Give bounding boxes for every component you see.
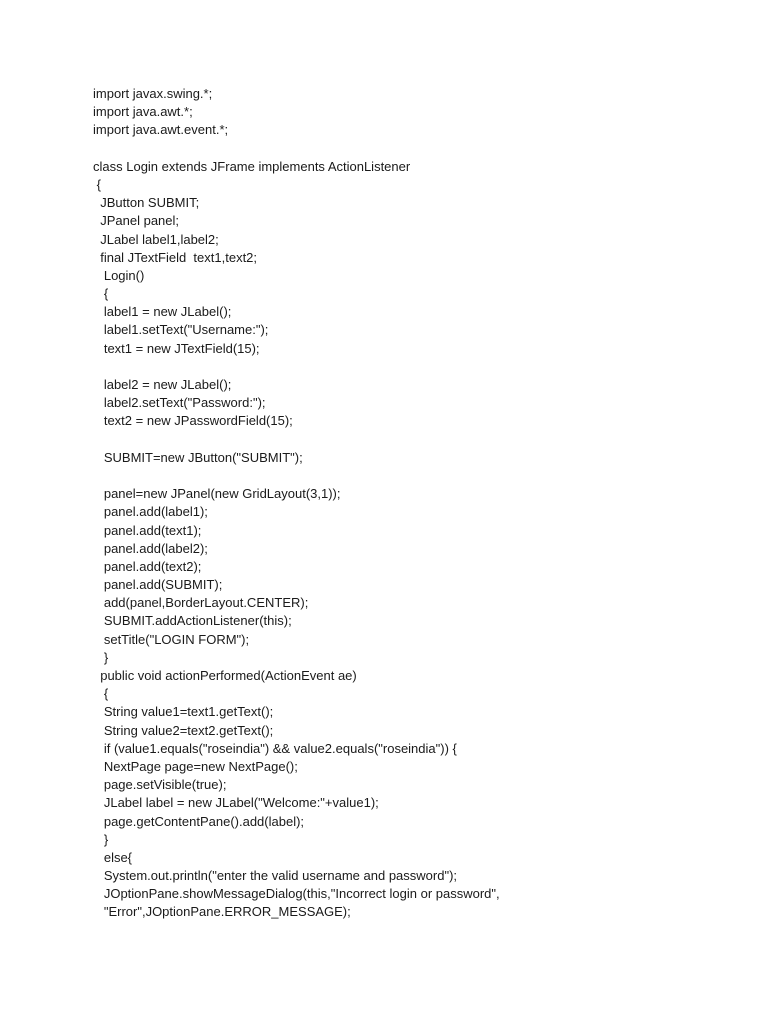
code-line: import java.awt.*; [93, 104, 193, 120]
code-line: { [93, 286, 109, 302]
code-line: page.setVisible(true); [93, 777, 227, 793]
code-line: { [93, 686, 109, 702]
code-line: label2 = new JLabel(); [93, 377, 232, 392]
code-line [93, 431, 733, 449]
code-line [93, 358, 733, 376]
code-line: label2.setText("Password:"); [93, 395, 266, 411]
code-line: if (value1.equals("roseindia") && value2.equals("roseindia")) { [93, 740, 457, 756]
code-line: "Error",JOptionPane.ERROR_MESSAGE); [93, 904, 351, 920]
code-line: text2 = new JPasswordField(15); [93, 413, 293, 429]
code-line: System.out.println("enter the valid username and password"); [93, 868, 458, 884]
code-line: import javax.swing.*; [93, 86, 213, 101]
code-line: JLabel label = new JLabel("Welcome:"+value1); [93, 795, 379, 811]
code-listing [93, 85, 733, 922]
code-line: SUBMIT=new JButton("SUBMIT"); [93, 449, 303, 465]
code-line: String value2=text2.getText(); [93, 722, 274, 738]
code-line: label1.setText("Username:"); [93, 322, 269, 338]
code-line [93, 467, 733, 485]
code-line: panel.add(label2); [93, 540, 208, 556]
code-line: final JTextField text1,text2; [93, 249, 258, 265]
code-line: panel.add(label1); [93, 504, 208, 520]
code-line: label1 = new JLabel(); [93, 304, 232, 320]
code-line [93, 140, 733, 158]
code-line: import java.awt.event.*; [93, 122, 229, 138]
code-line: SUBMIT.addActionListener(this); [93, 613, 292, 629]
code-line: JLabel label1,label2; [93, 231, 219, 247]
code-line: panel.add(text2); [93, 558, 202, 574]
code-line: NextPage page=new NextPage(); [93, 758, 298, 774]
code-line: else{ [93, 849, 133, 865]
code-line: JOptionPane.showMessageDialog(this,"Incorrect login or password", [93, 886, 500, 902]
code-line: class Login extends JFrame implements ActionListener [93, 158, 411, 174]
code-line: page.getContentPane().add(label); [93, 813, 305, 829]
code-line: setTitle("LOGIN FORM"); [93, 631, 250, 647]
code-line: text1 = new JTextField(15); [93, 340, 260, 356]
code-line: panel.add(text1); [93, 522, 202, 538]
code-line: JPanel panel; [93, 213, 180, 229]
code-line: panel=new JPanel(new GridLayout(3,1)); [93, 486, 341, 502]
code-line: } [93, 831, 109, 847]
code-line: } [93, 649, 109, 665]
code-line: String value1=text1.getText(); [93, 704, 274, 720]
code-line: panel.add(SUBMIT); [93, 577, 223, 593]
code-line: JButton SUBMIT; [93, 195, 200, 211]
code-line: { [93, 176, 101, 192]
code-line: Login() [93, 267, 145, 283]
code-line: add(panel,BorderLayout.CENTER); [93, 595, 309, 611]
code-line: public void actionPerformed(ActionEvent ae) [93, 668, 357, 683]
